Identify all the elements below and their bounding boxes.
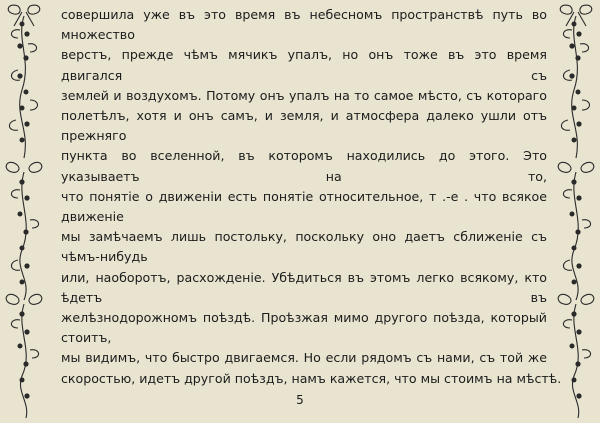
text-line: совершила уже въ это время въ небесномъ пространствѣ путь во множество	[61, 7, 547, 43]
text-line: мы видимъ, что быстро двигаемся. Но если рядомъ съ нами, съ той же	[61, 350, 547, 366]
text-line: землей и воздухомъ. Потому онъ упалъ на то самое мѣсто, съ котораго	[61, 87, 547, 103]
text-line: скоростью, идетъ другой поѣздъ, намъ кажется, что мы стоимъ на мѣстѣ.	[61, 370, 562, 386]
left-floral-border	[0, 0, 52, 423]
floral-ornament-icon	[0, 0, 52, 423]
text-line: мы замѣчаемъ лишь постольку, поскольку оно даетъ сближеніе съ чѣмъ-нибудь	[61, 229, 547, 265]
text-line: или, наоборотъ, расхожденіе. Убѣдиться въ этомъ легко всякому, кто ѣдетъ въ	[61, 269, 547, 305]
floral-ornament-icon	[548, 0, 600, 423]
right-floral-border	[548, 0, 600, 423]
text-line: верстъ, прежде чѣмъ мячикъ упалъ, но онъ тоже въ это время двигался съ	[61, 47, 547, 83]
text-line: полетѣлъ, хотя и онъ самъ, и земля, и атмосфера далеко ушли отъ прежняго	[61, 108, 547, 144]
page-number: 5	[296, 393, 304, 407]
text-line: желѣзнодорожномъ поѣздѣ. Проѣзжая мимо другого поѣзда, который стоитъ,	[61, 310, 547, 346]
text-line: что понятіе о движеніи есть понятіе относительное, т .-е . что всякое движеніе	[61, 188, 547, 225]
page-body-text	[61, 5, 562, 389]
text-line: пункта во вселенной, въ которомъ находились до этого. Это указываетъ на то,	[61, 148, 547, 184]
